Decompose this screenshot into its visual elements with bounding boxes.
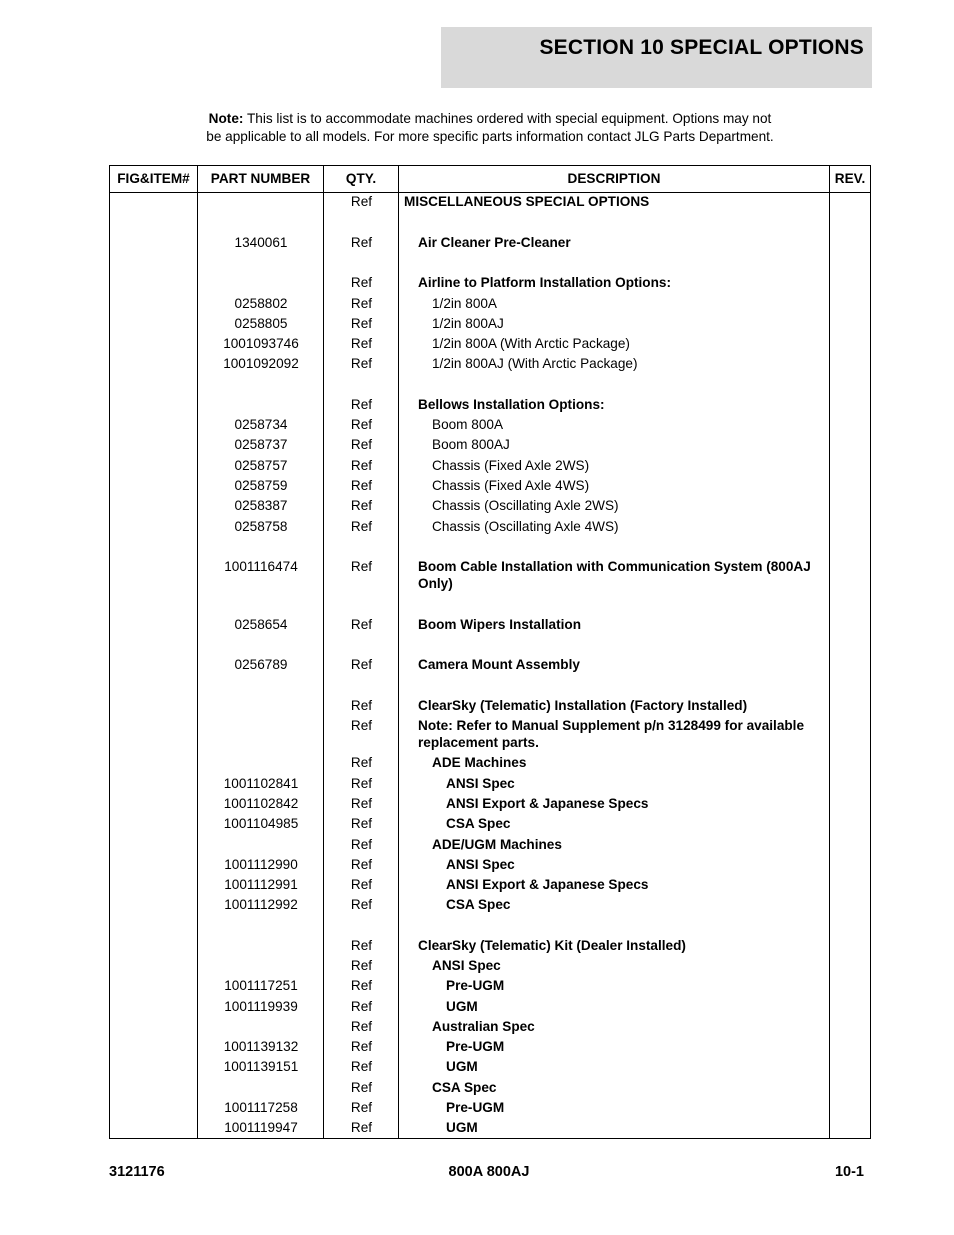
cell-part-number: 0258802 <box>234 296 288 311</box>
cell-description: ClearSky (Telematic) Installation (Factory Installed) <box>418 698 748 713</box>
cell-qty: Ref <box>350 1120 373 1135</box>
cell-description: ANSI Spec <box>446 857 515 872</box>
cell-description: 1/2in 800A (With Arctic Package) <box>432 336 630 351</box>
cell-part-number: 0258387 <box>234 498 288 513</box>
cell-description: Boom 800AJ <box>432 437 510 452</box>
cell-description: UGM <box>446 1059 478 1074</box>
cell-qty: Ref <box>350 559 373 574</box>
cell-description: Chassis (Oscillating Axle 4WS) <box>432 519 619 534</box>
cell-description: 1/2in 800A <box>432 296 498 311</box>
cell-description: Boom 800A <box>432 417 504 432</box>
column-divider <box>829 166 830 1138</box>
cell-qty: Ref <box>350 877 373 892</box>
cell-qty: Ref <box>350 1100 373 1115</box>
cell-qty: Ref <box>350 316 373 331</box>
col-header-part-number: PART NUMBER <box>210 171 311 186</box>
cell-part-number: 1001104985 <box>223 816 299 831</box>
cell-description: UGM <box>446 999 478 1014</box>
cell-description: Boom Cable Installation with Communication System (800AJ Only) <box>418 559 811 591</box>
cell-part-number: 0258654 <box>234 617 288 632</box>
cell-part-number: 0258734 <box>234 417 288 432</box>
cell-description: Chassis (Oscillating Axle 2WS) <box>432 498 619 513</box>
cell-part-number: 1001119939 <box>224 999 298 1014</box>
intro-note <box>110 110 870 145</box>
cell-description: UGM <box>446 1120 478 1135</box>
col-header-description: DESCRIPTION <box>567 171 661 186</box>
note-line-2: be applicable to all models. For more specific parts information contact JLG Parts Department. <box>206 128 774 144</box>
cell-qty: Ref <box>350 194 373 209</box>
cell-qty: Ref <box>350 519 373 534</box>
cell-qty: Ref <box>350 275 373 290</box>
cell-qty: Ref <box>350 978 373 993</box>
cell-description: Chassis (Fixed Axle 2WS) <box>432 458 590 473</box>
cell-qty: Ref <box>350 796 373 811</box>
cell-description: ADE/UGM Machines <box>432 837 562 852</box>
cell-qty: Ref <box>350 437 373 452</box>
cell-description: Australian Spec <box>432 1019 535 1034</box>
cell-part-number: 0258757 <box>234 458 288 473</box>
cell-part-number: 0256789 <box>234 657 288 672</box>
cell-qty: Ref <box>350 657 373 672</box>
cell-part-number: 1001112990 <box>224 857 298 872</box>
cell-description: CSA Spec <box>446 897 511 912</box>
cell-part-number: 1001102842 <box>223 796 299 811</box>
cell-part-number: 0258758 <box>234 519 288 534</box>
cell-qty: Ref <box>350 938 373 953</box>
cell-qty: Ref <box>350 718 373 733</box>
cell-qty: Ref <box>350 1039 373 1054</box>
footer-models: 800A 800AJ <box>448 1164 530 1180</box>
cell-description: Pre-UGM <box>446 978 505 993</box>
cell-qty: Ref <box>350 698 373 713</box>
cell-description: 1/2in 800AJ (With Arctic Package) <box>432 356 638 371</box>
section-title: SECTION 10 SPECIAL OPTIONS <box>539 36 864 59</box>
col-header-fig-item: FIG&ITEM# <box>117 171 190 186</box>
cell-description: ANSI Export & Japanese Specs <box>446 877 649 892</box>
section-header-box <box>441 27 872 88</box>
cell-description: ADE Machines <box>432 755 527 770</box>
cell-qty: Ref <box>350 458 373 473</box>
cell-description: Camera Mount Assembly <box>418 657 580 672</box>
cell-qty: Ref <box>350 1080 373 1095</box>
cell-description: Air Cleaner Pre-Cleaner <box>418 235 571 250</box>
cell-part-number: 1001102841 <box>223 776 299 791</box>
col-header-rev: REV. <box>834 171 866 186</box>
cell-qty: Ref <box>350 755 373 770</box>
footer-page-number: 10-1 <box>834 1164 864 1180</box>
cell-part-number: 1001112991 <box>224 877 298 892</box>
cell-qty: Ref <box>350 417 373 432</box>
cell-description: CSA Spec <box>432 1080 497 1095</box>
cell-qty: Ref <box>350 776 373 791</box>
cell-part-number: 0258737 <box>234 437 288 452</box>
note-label: Note: <box>208 111 244 126</box>
footer-doc-number: 3121176 <box>109 1164 165 1180</box>
cell-qty: Ref <box>350 837 373 852</box>
cell-qty: Ref <box>350 999 373 1014</box>
cell-part-number: 1001139132 <box>223 1039 299 1054</box>
cell-part-number: 1001117258 <box>224 1100 298 1115</box>
cell-part-number: 0258759 <box>234 478 288 493</box>
cell-description: ANSI Export & Japanese Specs <box>446 796 649 811</box>
cell-description: Note: Refer to Manual Supplement p/n 3128499 for available replacement parts. <box>418 718 805 750</box>
cell-description: Airline to Platform Installation Options: <box>418 275 672 290</box>
cell-qty: Ref <box>350 1019 373 1034</box>
cell-part-number: 1001116474 <box>224 559 298 574</box>
col-header-qty: QTY. <box>345 171 377 186</box>
cell-description: ClearSky (Telematic) Kit (Dealer Installed) <box>418 938 686 953</box>
cell-qty: Ref <box>350 296 373 311</box>
cell-description: ANSI Spec <box>446 776 515 791</box>
cell-part-number: 1001117251 <box>224 978 298 993</box>
cell-description: Chassis (Fixed Axle 4WS) <box>432 478 590 493</box>
cell-qty: Ref <box>350 857 373 872</box>
cell-description: CSA Spec <box>446 816 511 831</box>
cell-part-number: 1001112992 <box>224 897 298 912</box>
cell-qty: Ref <box>350 498 373 513</box>
cell-qty: Ref <box>350 897 373 912</box>
cell-description: ANSI Spec <box>432 958 501 973</box>
cell-qty: Ref <box>350 958 373 973</box>
cell-qty: Ref <box>350 336 373 351</box>
parts-table <box>109 165 871 1139</box>
cell-qty: Ref <box>350 617 373 632</box>
cell-qty: Ref <box>350 235 373 250</box>
cell-part-number: 1340061 <box>234 235 288 250</box>
cell-part-number: 0258805 <box>234 316 288 331</box>
cell-qty: Ref <box>350 816 373 831</box>
cell-description: MISCELLANEOUS SPECIAL OPTIONS <box>404 194 650 209</box>
cell-part-number: 1001139151 <box>223 1059 299 1074</box>
cell-description: Pre-UGM <box>446 1039 505 1054</box>
cell-part-number: 1001092092 <box>223 356 299 371</box>
cell-qty: Ref <box>350 478 373 493</box>
cell-description: Bellows Installation Options: <box>418 397 605 412</box>
cell-part-number: 1001093746 <box>223 336 299 351</box>
cell-qty: Ref <box>350 1059 373 1074</box>
note-line-1: This list is to accommodate machines ordered with special equipment. Options may not <box>246 111 772 126</box>
cell-description: Pre-UGM <box>446 1100 505 1115</box>
cell-description: Boom Wipers Installation <box>418 617 582 632</box>
cell-qty: Ref <box>350 356 373 371</box>
cell-part-number: 1001119947 <box>224 1120 298 1135</box>
cell-description: 1/2in 800AJ <box>432 316 504 331</box>
cell-qty: Ref <box>350 397 373 412</box>
